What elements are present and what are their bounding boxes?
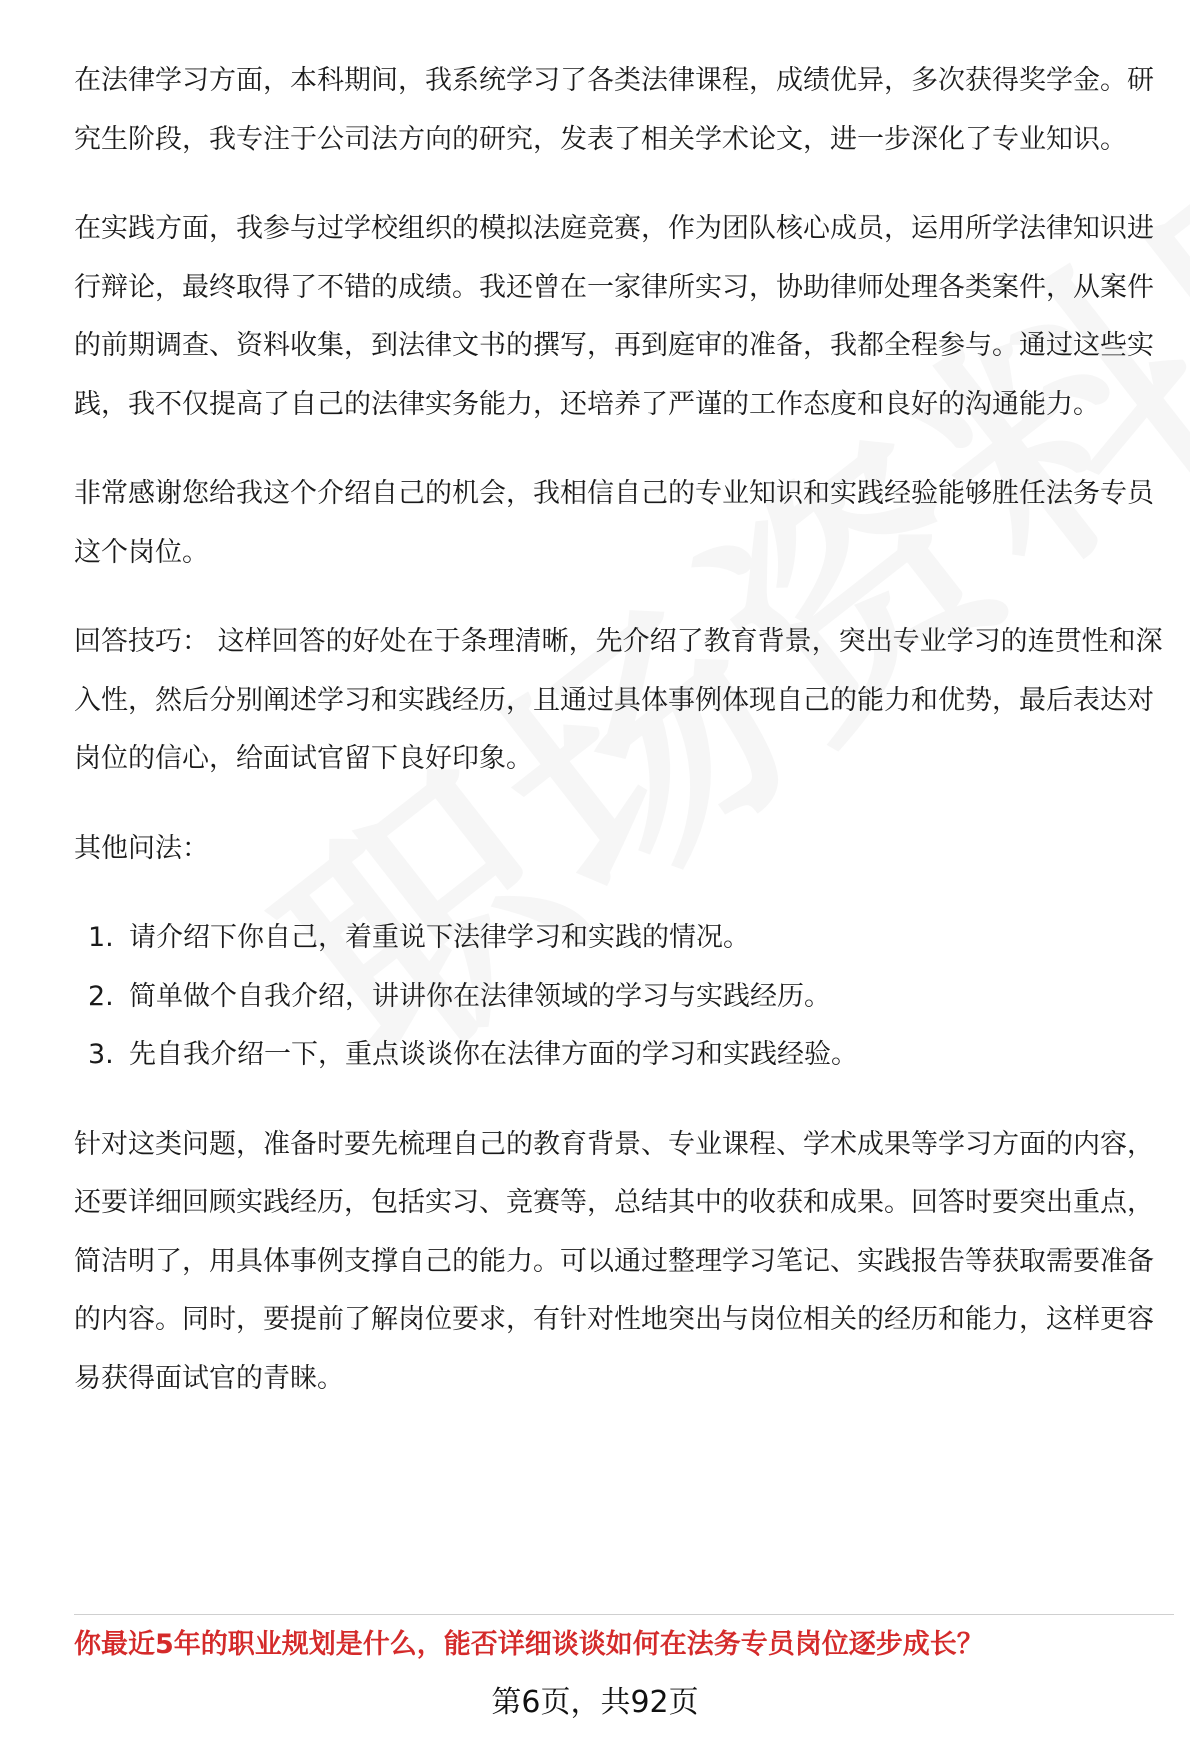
list-item-text: 简单做个自我介绍，讲讲你在法律领域的学习与实践经历。 (129, 980, 831, 1012)
paragraph-practice: 在实践方面，我参与过学校组织的模拟法庭竞赛，作为团队核心成员，运用所学法律知识进行辩论，最终取得了不错的成绩。我还曾在一家律所实习，协助律师处理各类案件，从案件的前期调查、资料收集，到法律文书的撰写，再到庭审的准备，我都全程参与。通过这些实践，我不仅提高了自己的法律实务能力，还培养了严谨的工作态度和良好的沟通能力。 (74, 213, 1154, 420)
paragraph-study: 在法律学习方面，本科期间，我系统学习了各类法律课程，成绩优异，多次获得奖学金。研究生阶段，我专注于公司法方向的研究，发表了相关学术论文，进一步深化了专业知识。 (74, 65, 1154, 155)
list-item (74, 968, 1174, 1027)
alt-questions-list (74, 909, 1174, 1085)
list-item (74, 909, 1174, 968)
next-question-heading: 你最近5年的职业规划是什么，能否详细谈谈如何在法务专员岗位逐步成长？ (74, 1629, 984, 1660)
list-item-text: 先自我介绍一下，重点谈谈你在法律方面的学习和实践经验。 (129, 1039, 858, 1070)
list-item-number: 1. (88, 922, 114, 953)
paragraph-thanks: 非常感谢您给我这个介绍自己的机会，我相信自己的专业知识和实践经验能够胜任法务专员这个岗位。 (74, 478, 1154, 568)
paragraph-other-asks-heading: 其他问法： (74, 832, 209, 864)
paragraph-preparation-advice: 针对这类问题，准备时要先梳理自己的教育背景、专业课程、学术成果等学习方面的内容，还要详细回顾实践经历，包括实习、竞赛等，总结其中的收获和成果。回答时要突出重点，简洁明了，用具体事例支撑自己的能力。可以通过整理学习笔记、实践报告等获取需要准备的内容。同时，要提前了解岗位要求，有针对性地突出与岗位相关的经历和能力，这样更容易获得面试官的青睐。 (74, 1128, 1154, 1394)
list-item-text: 请介绍下你自己，着重说下法律学习和实践的情况。 (129, 922, 750, 953)
list-item (74, 1026, 1174, 1085)
divider (74, 1614, 1174, 1615)
paragraph-answer-tips: 回答技巧： 这样回答的好处在于条理清晰，先介绍了教育背景，突出专业学习的连贯性和深入性，然后分别阐述学习和实践经历，且通过具体事例体现自己的能力和优势，最后表达对岗位的信心，给面试官留下良好印象。 (74, 626, 1163, 774)
list-item-number: 3. (88, 1039, 114, 1070)
page-body (74, 52, 1174, 1439)
list-item-number: 2. (88, 980, 114, 1012)
page-number: 第6页，共92页 (491, 1685, 699, 1720)
